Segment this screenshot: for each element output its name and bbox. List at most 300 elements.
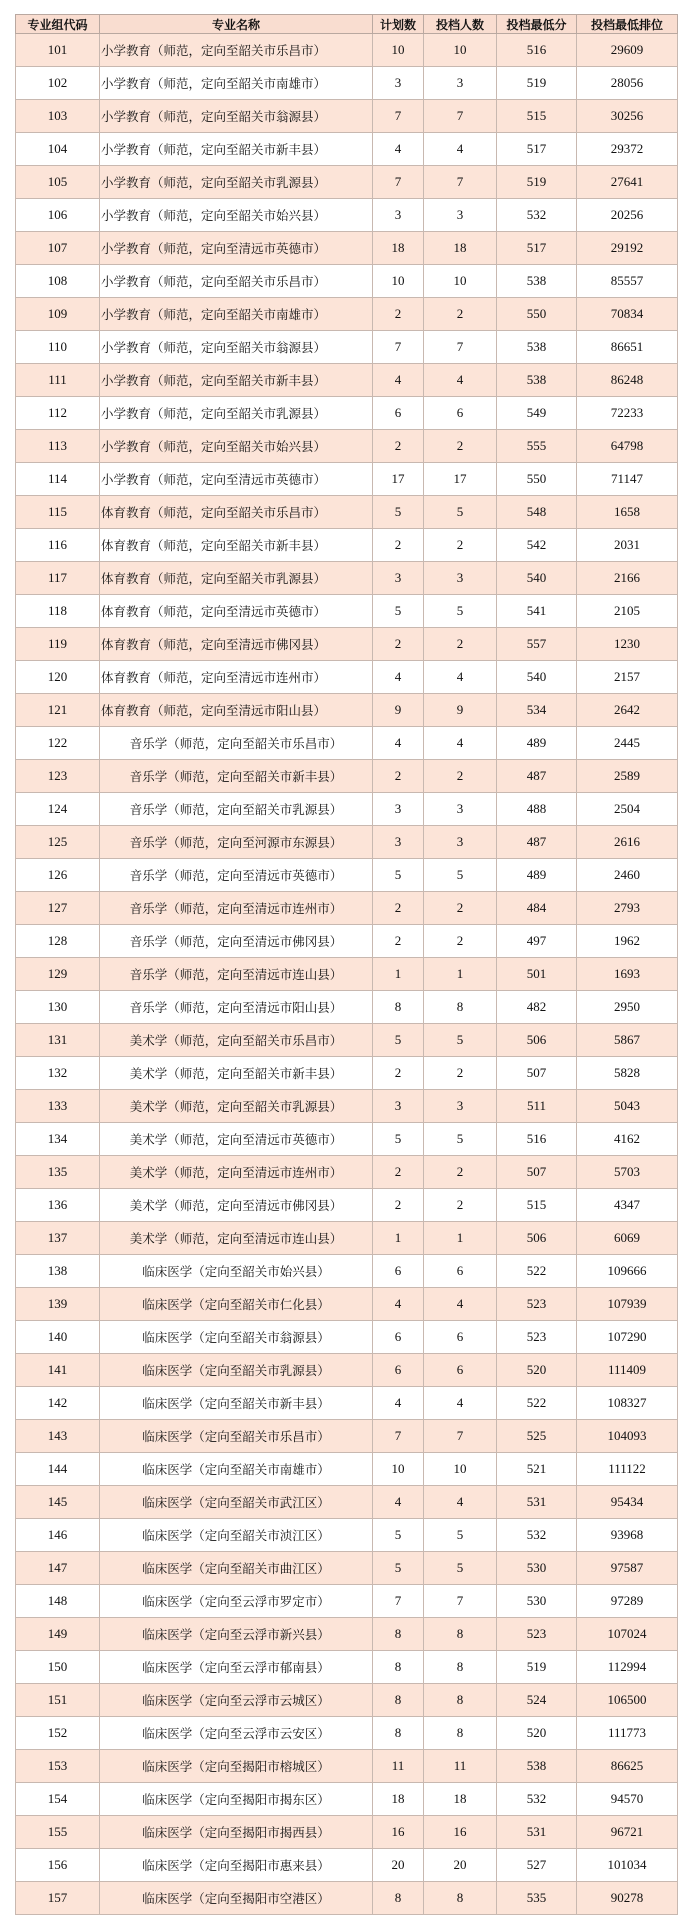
cell-min-rank: 86625 (577, 1750, 678, 1783)
cell-plan-count: 4 (373, 133, 424, 166)
cell-min-score: 487 (497, 826, 577, 859)
cell-min-score: 489 (497, 727, 577, 760)
cell-min-rank: 71147 (577, 463, 678, 496)
cell-plan-count: 5 (373, 1519, 424, 1552)
cell-plan-count: 18 (373, 1783, 424, 1816)
cell-major-name: 体育教育（师范，定向至韶关市新丰县） (100, 529, 373, 562)
table-row (16, 1354, 678, 1387)
cell-admitted-count: 5 (424, 859, 497, 892)
cell-min-score: 484 (497, 892, 577, 925)
cell-group-code: 113 (16, 430, 100, 463)
cell-min-rank: 90278 (577, 1882, 678, 1915)
cell-major-name: 小学教育（师范，定向至韶关市南雄市） (100, 298, 373, 331)
cell-plan-count: 3 (373, 1090, 424, 1123)
cell-admitted-count: 18 (424, 1783, 497, 1816)
cell-admitted-count: 2 (424, 1057, 497, 1090)
cell-group-code: 139 (16, 1288, 100, 1321)
header-row (16, 15, 678, 34)
cell-min-score: 538 (497, 364, 577, 397)
cell-min-score: 511 (497, 1090, 577, 1123)
cell-major-name: 临床医学（定向至云浮市郁南县） (100, 1651, 373, 1684)
cell-min-rank: 1693 (577, 958, 678, 991)
cell-group-code: 122 (16, 727, 100, 760)
table-row (16, 463, 678, 496)
cell-major-name: 临床医学（定向至韶关市始兴县） (100, 1255, 373, 1288)
cell-min-score: 550 (497, 463, 577, 496)
cell-admitted-count: 5 (424, 1024, 497, 1057)
cell-group-code: 120 (16, 661, 100, 694)
cell-min-rank: 4347 (577, 1189, 678, 1222)
table-row (16, 562, 678, 595)
cell-admitted-count: 4 (424, 364, 497, 397)
cell-min-rank: 108327 (577, 1387, 678, 1420)
table-row (16, 34, 678, 67)
cell-group-code: 102 (16, 67, 100, 100)
table-row (16, 991, 678, 1024)
table-row (16, 1024, 678, 1057)
cell-min-score: 541 (497, 595, 577, 628)
cell-major-name: 音乐学（师范，定向至韶关市乐昌市） (100, 727, 373, 760)
cell-major-name: 临床医学（定向至云浮市新兴县） (100, 1618, 373, 1651)
cell-plan-count: 6 (373, 1354, 424, 1387)
cell-group-code: 143 (16, 1420, 100, 1453)
table-row (16, 1552, 678, 1585)
cell-plan-count: 5 (373, 1024, 424, 1057)
cell-min-score: 548 (497, 496, 577, 529)
cell-major-name: 小学教育（师范，定向至清远市英德市） (100, 232, 373, 265)
cell-group-code: 116 (16, 529, 100, 562)
cell-admitted-count: 4 (424, 727, 497, 760)
cell-admitted-count: 5 (424, 1552, 497, 1585)
table-row (16, 859, 678, 892)
cell-plan-count: 6 (373, 1321, 424, 1354)
cell-plan-count: 8 (373, 1684, 424, 1717)
cell-plan-count: 1 (373, 1222, 424, 1255)
cell-plan-count: 7 (373, 331, 424, 364)
table-row (16, 1090, 678, 1123)
header-major-name: 专业名称 (100, 15, 373, 34)
cell-group-code: 121 (16, 694, 100, 727)
cell-major-name: 音乐学（师范，定向至河源市东源县） (100, 826, 373, 859)
cell-min-score: 542 (497, 529, 577, 562)
table-row (16, 958, 678, 991)
cell-admitted-count: 6 (424, 397, 497, 430)
cell-min-rank: 2166 (577, 562, 678, 595)
cell-plan-count: 1 (373, 958, 424, 991)
cell-admitted-count: 3 (424, 67, 497, 100)
cell-min-rank: 2793 (577, 892, 678, 925)
cell-min-score: 535 (497, 1882, 577, 1915)
table-row (16, 67, 678, 100)
cell-admitted-count: 2 (424, 1189, 497, 1222)
cell-major-name: 美术学（师范，定向至韶关市新丰县） (100, 1057, 373, 1090)
cell-min-score: 527 (497, 1849, 577, 1882)
cell-min-rank: 96721 (577, 1816, 678, 1849)
cell-group-code: 110 (16, 331, 100, 364)
cell-group-code: 131 (16, 1024, 100, 1057)
cell-plan-count: 20 (373, 1849, 424, 1882)
cell-plan-count: 7 (373, 166, 424, 199)
table-row (16, 1882, 678, 1915)
cell-min-rank: 2105 (577, 595, 678, 628)
cell-min-score: 489 (497, 859, 577, 892)
cell-plan-count: 4 (373, 727, 424, 760)
cell-major-name: 音乐学（师范，定向至韶关市新丰县） (100, 760, 373, 793)
cell-major-name: 临床医学（定向至揭阳市空港区） (100, 1882, 373, 1915)
cell-plan-count: 7 (373, 1420, 424, 1453)
cell-admitted-count: 3 (424, 826, 497, 859)
cell-plan-count: 7 (373, 1585, 424, 1618)
table-row (16, 694, 678, 727)
cell-min-score: 507 (497, 1057, 577, 1090)
cell-plan-count: 10 (373, 1453, 424, 1486)
cell-min-score: 516 (497, 1123, 577, 1156)
cell-group-code: 109 (16, 298, 100, 331)
cell-min-score: 501 (497, 958, 577, 991)
cell-plan-count: 8 (373, 1651, 424, 1684)
cell-major-name: 临床医学（定向至韶关市浈江区） (100, 1519, 373, 1552)
cell-admitted-count: 7 (424, 331, 497, 364)
cell-admitted-count: 6 (424, 1321, 497, 1354)
cell-plan-count: 2 (373, 430, 424, 463)
cell-group-code: 147 (16, 1552, 100, 1585)
cell-major-name: 美术学（师范，定向至韶关市乐昌市） (100, 1024, 373, 1057)
cell-min-rank: 2031 (577, 529, 678, 562)
table-row (16, 1387, 678, 1420)
cell-min-score: 515 (497, 1189, 577, 1222)
cell-min-score: 555 (497, 430, 577, 463)
cell-admitted-count: 5 (424, 1519, 497, 1552)
cell-major-name: 体育教育（师范，定向至清远市阳山县） (100, 694, 373, 727)
table-row (16, 1321, 678, 1354)
cell-major-name: 小学教育（师范，定向至韶关市南雄市） (100, 67, 373, 100)
cell-major-name: 小学教育（师范，定向至韶关市乐昌市） (100, 34, 373, 67)
cell-min-rank: 97587 (577, 1552, 678, 1585)
table-row (16, 1057, 678, 1090)
cell-major-name: 体育教育（师范，定向至清远市佛冈县） (100, 628, 373, 661)
cell-group-code: 132 (16, 1057, 100, 1090)
cell-admitted-count: 18 (424, 232, 497, 265)
cell-major-name: 临床医学（定向至揭阳市惠来县） (100, 1849, 373, 1882)
cell-min-score: 532 (497, 1783, 577, 1816)
cell-major-name: 小学教育（师范，定向至韶关市翁源县） (100, 100, 373, 133)
table-row (16, 1783, 678, 1816)
cell-min-score: 540 (497, 661, 577, 694)
cell-min-score: 531 (497, 1486, 577, 1519)
cell-group-code: 152 (16, 1717, 100, 1750)
cell-min-score: 522 (497, 1387, 577, 1420)
cell-major-name: 临床医学（定向至云浮市云城区） (100, 1684, 373, 1717)
table-row (16, 1849, 678, 1882)
cell-plan-count: 5 (373, 859, 424, 892)
cell-admitted-count: 3 (424, 562, 497, 595)
cell-major-name: 小学教育（师范，定向至韶关市始兴县） (100, 199, 373, 232)
table-row (16, 133, 678, 166)
table-row (16, 1453, 678, 1486)
cell-plan-count: 5 (373, 496, 424, 529)
cell-min-rank: 95434 (577, 1486, 678, 1519)
cell-group-code: 123 (16, 760, 100, 793)
cell-plan-count: 4 (373, 1288, 424, 1321)
cell-min-rank: 5867 (577, 1024, 678, 1057)
cell-min-score: 520 (497, 1354, 577, 1387)
cell-plan-count: 9 (373, 694, 424, 727)
table-row (16, 1750, 678, 1783)
cell-admitted-count: 2 (424, 1156, 497, 1189)
cell-group-code: 135 (16, 1156, 100, 1189)
cell-major-name: 体育教育（师范，定向至韶关市乐昌市） (100, 496, 373, 529)
cell-group-code: 111 (16, 364, 100, 397)
cell-group-code: 140 (16, 1321, 100, 1354)
cell-min-rank: 29192 (577, 232, 678, 265)
cell-min-rank: 20256 (577, 199, 678, 232)
cell-major-name: 临床医学（定向至韶关市南雄市） (100, 1453, 373, 1486)
cell-admitted-count: 4 (424, 1288, 497, 1321)
cell-major-name: 美术学（师范，定向至清远市连山县） (100, 1222, 373, 1255)
admission-score-table (15, 14, 678, 1915)
cell-min-rank: 2642 (577, 694, 678, 727)
cell-major-name: 小学教育（师范，定向至韶关市新丰县） (100, 364, 373, 397)
cell-admitted-count: 7 (424, 1585, 497, 1618)
cell-group-code: 129 (16, 958, 100, 991)
cell-group-code: 138 (16, 1255, 100, 1288)
cell-admitted-count: 2 (424, 760, 497, 793)
cell-group-code: 103 (16, 100, 100, 133)
cell-min-score: 519 (497, 1651, 577, 1684)
cell-min-score: 507 (497, 1156, 577, 1189)
cell-plan-count: 8 (373, 1717, 424, 1750)
cell-min-score: 488 (497, 793, 577, 826)
cell-min-score: 517 (497, 133, 577, 166)
cell-min-rank: 2950 (577, 991, 678, 1024)
table-row (16, 166, 678, 199)
cell-min-score: 538 (497, 265, 577, 298)
cell-admitted-count: 7 (424, 100, 497, 133)
table-row (16, 232, 678, 265)
cell-major-name: 音乐学（师范，定向至韶关市乳源县） (100, 793, 373, 826)
cell-group-code: 130 (16, 991, 100, 1024)
cell-group-code: 141 (16, 1354, 100, 1387)
table-row (16, 595, 678, 628)
cell-group-code: 149 (16, 1618, 100, 1651)
cell-group-code: 115 (16, 496, 100, 529)
cell-min-rank: 97289 (577, 1585, 678, 1618)
cell-group-code: 105 (16, 166, 100, 199)
cell-major-name: 小学教育（师范，定向至韶关市翁源县） (100, 331, 373, 364)
table-row (16, 760, 678, 793)
cell-min-rank: 2157 (577, 661, 678, 694)
table-row (16, 1255, 678, 1288)
cell-min-rank: 4162 (577, 1123, 678, 1156)
cell-plan-count: 2 (373, 298, 424, 331)
cell-plan-count: 10 (373, 34, 424, 67)
cell-min-score: 530 (497, 1552, 577, 1585)
cell-plan-count: 8 (373, 1618, 424, 1651)
header-group-code: 专业组代码 (16, 15, 100, 34)
cell-admitted-count: 4 (424, 661, 497, 694)
cell-major-name: 小学教育（师范，定向至韶关市新丰县） (100, 133, 373, 166)
cell-admitted-count: 7 (424, 1420, 497, 1453)
cell-admitted-count: 6 (424, 1354, 497, 1387)
cell-min-rank: 109666 (577, 1255, 678, 1288)
cell-min-score: 525 (497, 1420, 577, 1453)
cell-plan-count: 3 (373, 67, 424, 100)
cell-major-name: 小学教育（师范，定向至韶关市乐昌市） (100, 265, 373, 298)
cell-min-score: 482 (497, 991, 577, 1024)
cell-admitted-count: 2 (424, 628, 497, 661)
cell-admitted-count: 8 (424, 991, 497, 1024)
table-row (16, 727, 678, 760)
cell-min-rank: 107939 (577, 1288, 678, 1321)
cell-group-code: 136 (16, 1189, 100, 1222)
cell-major-name: 音乐学（师范，定向至清远市英德市） (100, 859, 373, 892)
cell-major-name: 临床医学（定向至韶关市新丰县） (100, 1387, 373, 1420)
cell-plan-count: 4 (373, 661, 424, 694)
cell-group-code: 114 (16, 463, 100, 496)
cell-group-code: 146 (16, 1519, 100, 1552)
table-row (16, 529, 678, 562)
cell-min-rank: 27641 (577, 166, 678, 199)
cell-min-rank: 104093 (577, 1420, 678, 1453)
cell-group-code: 156 (16, 1849, 100, 1882)
cell-admitted-count: 3 (424, 1090, 497, 1123)
cell-major-name: 临床医学（定向至韶关市乳源县） (100, 1354, 373, 1387)
cell-min-score: 550 (497, 298, 577, 331)
cell-plan-count: 2 (373, 628, 424, 661)
table-row (16, 661, 678, 694)
cell-major-name: 美术学（师范，定向至清远市佛冈县） (100, 1189, 373, 1222)
table-row (16, 1585, 678, 1618)
cell-min-rank: 5828 (577, 1057, 678, 1090)
cell-min-rank: 107290 (577, 1321, 678, 1354)
table-row (16, 1618, 678, 1651)
cell-admitted-count: 1 (424, 1222, 497, 1255)
cell-group-code: 153 (16, 1750, 100, 1783)
cell-admitted-count: 10 (424, 34, 497, 67)
cell-min-rank: 64798 (577, 430, 678, 463)
cell-admitted-count: 17 (424, 463, 497, 496)
table-row (16, 793, 678, 826)
cell-min-score: 540 (497, 562, 577, 595)
cell-admitted-count: 4 (424, 1486, 497, 1519)
cell-admitted-count: 8 (424, 1882, 497, 1915)
cell-major-name: 临床医学（定向至揭阳市揭东区） (100, 1783, 373, 1816)
cell-min-rank: 2445 (577, 727, 678, 760)
cell-admitted-count: 2 (424, 298, 497, 331)
cell-admitted-count: 2 (424, 925, 497, 958)
cell-admitted-count: 2 (424, 529, 497, 562)
cell-major-name: 临床医学（定向至韶关市武江区） (100, 1486, 373, 1519)
cell-plan-count: 3 (373, 199, 424, 232)
cell-plan-count: 4 (373, 364, 424, 397)
cell-major-name: 体育教育（师范，定向至清远市英德市） (100, 595, 373, 628)
cell-plan-count: 11 (373, 1750, 424, 1783)
cell-min-rank: 101034 (577, 1849, 678, 1882)
cell-min-score: 534 (497, 694, 577, 727)
cell-admitted-count: 11 (424, 1750, 497, 1783)
table-row (16, 628, 678, 661)
cell-min-rank: 111409 (577, 1354, 678, 1387)
cell-group-code: 150 (16, 1651, 100, 1684)
cell-min-score: 524 (497, 1684, 577, 1717)
table-row (16, 1684, 678, 1717)
table-row (16, 826, 678, 859)
cell-min-rank: 2504 (577, 793, 678, 826)
cell-min-score: 516 (497, 34, 577, 67)
cell-min-rank: 106500 (577, 1684, 678, 1717)
cell-min-rank: 28056 (577, 67, 678, 100)
cell-min-rank: 112994 (577, 1651, 678, 1684)
cell-admitted-count: 4 (424, 1387, 497, 1420)
cell-group-code: 124 (16, 793, 100, 826)
cell-min-score: 538 (497, 1750, 577, 1783)
cell-group-code: 145 (16, 1486, 100, 1519)
cell-major-name: 美术学（师范，定向至清远市英德市） (100, 1123, 373, 1156)
cell-admitted-count: 5 (424, 1123, 497, 1156)
cell-plan-count: 3 (373, 826, 424, 859)
cell-major-name: 美术学（师范，定向至清远市连州市） (100, 1156, 373, 1189)
cell-min-score: 487 (497, 760, 577, 793)
cell-admitted-count: 16 (424, 1816, 497, 1849)
cell-group-code: 128 (16, 925, 100, 958)
cell-major-name: 小学教育（师范，定向至韶关市始兴县） (100, 430, 373, 463)
table-row (16, 1519, 678, 1552)
cell-plan-count: 2 (373, 1189, 424, 1222)
cell-admitted-count: 2 (424, 430, 497, 463)
cell-group-code: 127 (16, 892, 100, 925)
cell-major-name: 临床医学（定向至韶关市仁化县） (100, 1288, 373, 1321)
table-body (16, 34, 678, 1915)
cell-major-name: 临床医学（定向至云浮市罗定市） (100, 1585, 373, 1618)
cell-group-code: 125 (16, 826, 100, 859)
table-row (16, 1651, 678, 1684)
cell-major-name: 小学教育（师范，定向至韶关市乳源县） (100, 397, 373, 430)
cell-min-score: 515 (497, 100, 577, 133)
cell-min-score: 517 (497, 232, 577, 265)
cell-group-code: 104 (16, 133, 100, 166)
cell-min-score: 531 (497, 1816, 577, 1849)
cell-min-score: 497 (497, 925, 577, 958)
cell-plan-count: 5 (373, 1552, 424, 1585)
cell-min-score: 521 (497, 1453, 577, 1486)
cell-min-rank: 2460 (577, 859, 678, 892)
cell-plan-count: 3 (373, 793, 424, 826)
cell-min-rank: 5043 (577, 1090, 678, 1123)
cell-major-name: 音乐学（师范，定向至清远市连山县） (100, 958, 373, 991)
cell-admitted-count: 5 (424, 496, 497, 529)
table-row (16, 397, 678, 430)
cell-group-code: 142 (16, 1387, 100, 1420)
cell-plan-count: 5 (373, 595, 424, 628)
cell-admitted-count: 8 (424, 1684, 497, 1717)
cell-min-score: 549 (497, 397, 577, 430)
cell-min-rank: 2616 (577, 826, 678, 859)
cell-plan-count: 2 (373, 892, 424, 925)
cell-plan-count: 6 (373, 397, 424, 430)
cell-min-score: 530 (497, 1585, 577, 1618)
table-row (16, 298, 678, 331)
cell-major-name: 音乐学（师范，定向至清远市阳山县） (100, 991, 373, 1024)
cell-min-score: 519 (497, 67, 577, 100)
cell-group-code: 118 (16, 595, 100, 628)
cell-admitted-count: 5 (424, 595, 497, 628)
cell-min-rank: 86248 (577, 364, 678, 397)
cell-plan-count: 18 (373, 232, 424, 265)
cell-group-code: 117 (16, 562, 100, 595)
cell-min-rank: 2589 (577, 760, 678, 793)
cell-plan-count: 4 (373, 1387, 424, 1420)
table-row (16, 1420, 678, 1453)
